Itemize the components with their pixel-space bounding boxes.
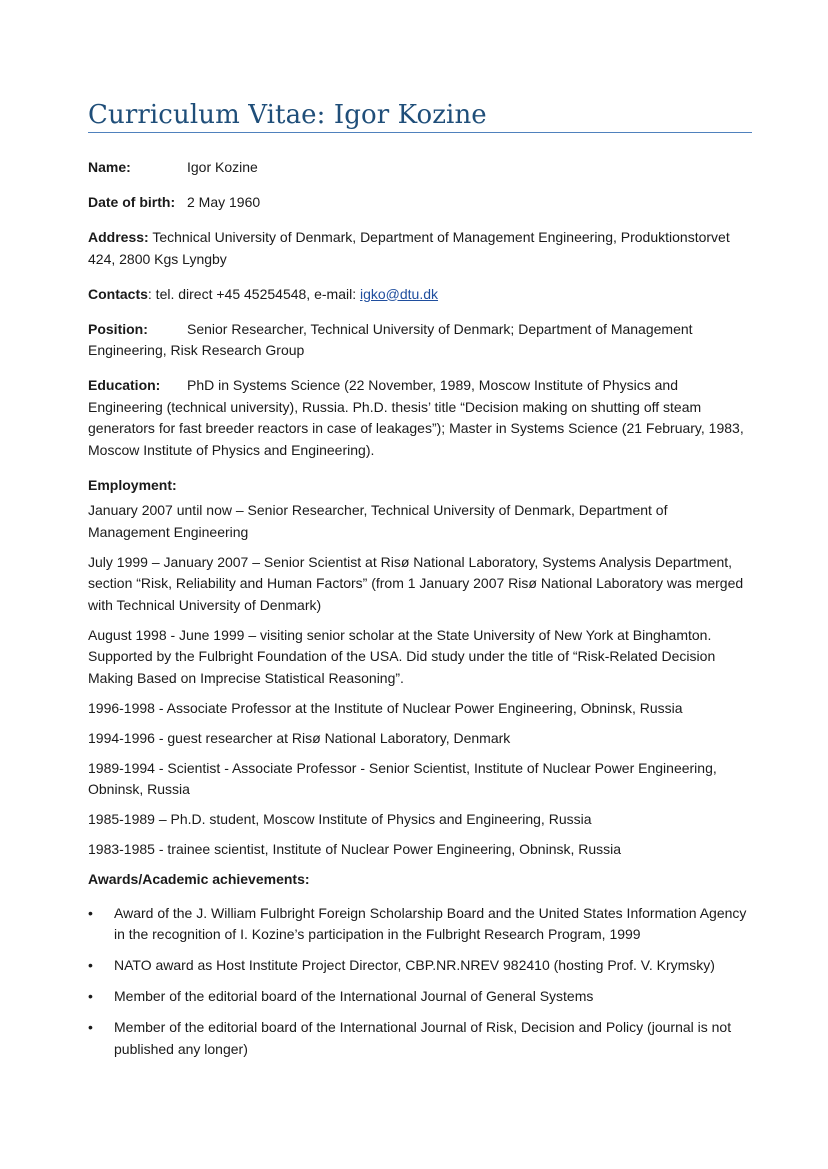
award-item xyxy=(88,1017,752,1060)
page-title: Curriculum Vitae: Igor Kozine xyxy=(88,100,487,130)
dob-row xyxy=(88,192,752,214)
name-row xyxy=(88,157,752,179)
award-text: NATO award as Host Institute Project Director, CBP.NR.NREV 982410 (hosting Prof. V. Krymsky) xyxy=(114,957,715,973)
employment-item: 1994-1996 - guest researcher at Risø National Laboratory, Denmark xyxy=(88,729,511,746)
cv-body xyxy=(88,157,752,1070)
name-value: Igor Kozine xyxy=(187,159,258,175)
dob-label: Date of birth: xyxy=(88,194,176,210)
address-value: Technical University of Denmark, Department of Management Engineering, Produktionstorvet 424, 2800 Kgs Lyngby xyxy=(88,229,730,267)
email-link[interactable]: igko@dtu.dk xyxy=(359,285,439,302)
contacts-label: Contacts xyxy=(88,285,148,302)
awards-section xyxy=(88,869,752,1060)
bullet-icon: • xyxy=(88,1019,93,1035)
title-underline xyxy=(88,132,752,133)
employment-item: August 1998 - June 1999 – visiting senior scholar at the State University of New York at Binghamton. Supported by the Fulbright Foundation of the USA. Did study under the title of “Risk-Related Decision Making Based on Imprecise Statistical Reasoning”. xyxy=(88,626,716,686)
awards-heading: Awards/Academic achievements: xyxy=(88,871,310,887)
employment-section xyxy=(88,475,752,861)
contacts-value: : tel. direct +45 45254548, e-mail: xyxy=(147,285,360,302)
award-text: Award of the J. William Fulbright Foreign Scholarship Board and the United States Information Agency in the recognition of I. Kozine’s participation in the Fulbright Research Program, 1999 xyxy=(114,904,747,942)
position-value: Senior Researcher, Technical University of Denmark; Department of Management Engineering, Risk Research Group xyxy=(88,320,693,358)
employment-heading: Employment: xyxy=(88,476,177,493)
education-label: Education: xyxy=(88,377,161,393)
contacts-row xyxy=(88,284,752,306)
awards-list xyxy=(88,903,752,1061)
award-item xyxy=(88,986,752,1008)
position-label: Position: xyxy=(88,320,148,337)
award-text: Member of the editorial board of the International Journal of Risk, Decision and Policy (journal is not published any longer) xyxy=(114,1019,732,1057)
award-item xyxy=(88,903,752,946)
award-text: Member of the editorial board of the International Journal of General Systems xyxy=(114,988,594,1004)
position-row xyxy=(88,319,752,362)
bullet-icon: • xyxy=(88,957,93,973)
address-row xyxy=(88,227,752,270)
employment-item: 1985-1989 – Ph.D. student, Moscow Institute of Physics and Engineering, Russia xyxy=(88,811,592,827)
employment-item: 1996-1998 - Associate Professor at the Institute of Nuclear Power Engineering, Obninsk, Russia xyxy=(88,699,683,716)
employment-item: 1989-1994 - Scientist - Associate Professor - Senior Scientist, Institute of Nuclear Power Engineering, Obninsk, Russia xyxy=(88,759,717,797)
employment-item: 1983-1985 - trainee scientist, Institute of Nuclear Power Engineering, Obninsk, Russia xyxy=(88,841,622,857)
education-value: PhD in Systems Science (22 November, 1989, Moscow Institute of Physics and Engineering (technical university), Russia. Ph.D. thesis’ title “Decision making on shutting off steam generators for fast breeder reactors in case of leakages”); Master in Systems Science (21 February, 1983, Moscow Institute of Physics and Engineering). xyxy=(88,377,744,458)
education-row xyxy=(88,375,752,461)
bullet-icon: • xyxy=(88,904,93,921)
employment-item: January 2007 until now – Senior Researcher, Technical University of Denmark, Department of Management Engineering xyxy=(88,502,668,540)
employment-item: July 1999 – January 2007 – Senior Scientist at Risø National Laboratory, Systems Analysis Department, section “Risk, Reliability and Human Factors” (from 1 January 2007 Risø National Laboratory was merged with Technical University of Denmark) xyxy=(88,553,744,613)
award-item xyxy=(88,955,752,977)
name-label: Name: xyxy=(88,159,131,175)
address-label: Address: xyxy=(88,229,149,245)
dob-value: 2 May 1960 xyxy=(187,194,261,210)
bullet-icon: • xyxy=(88,988,93,1004)
